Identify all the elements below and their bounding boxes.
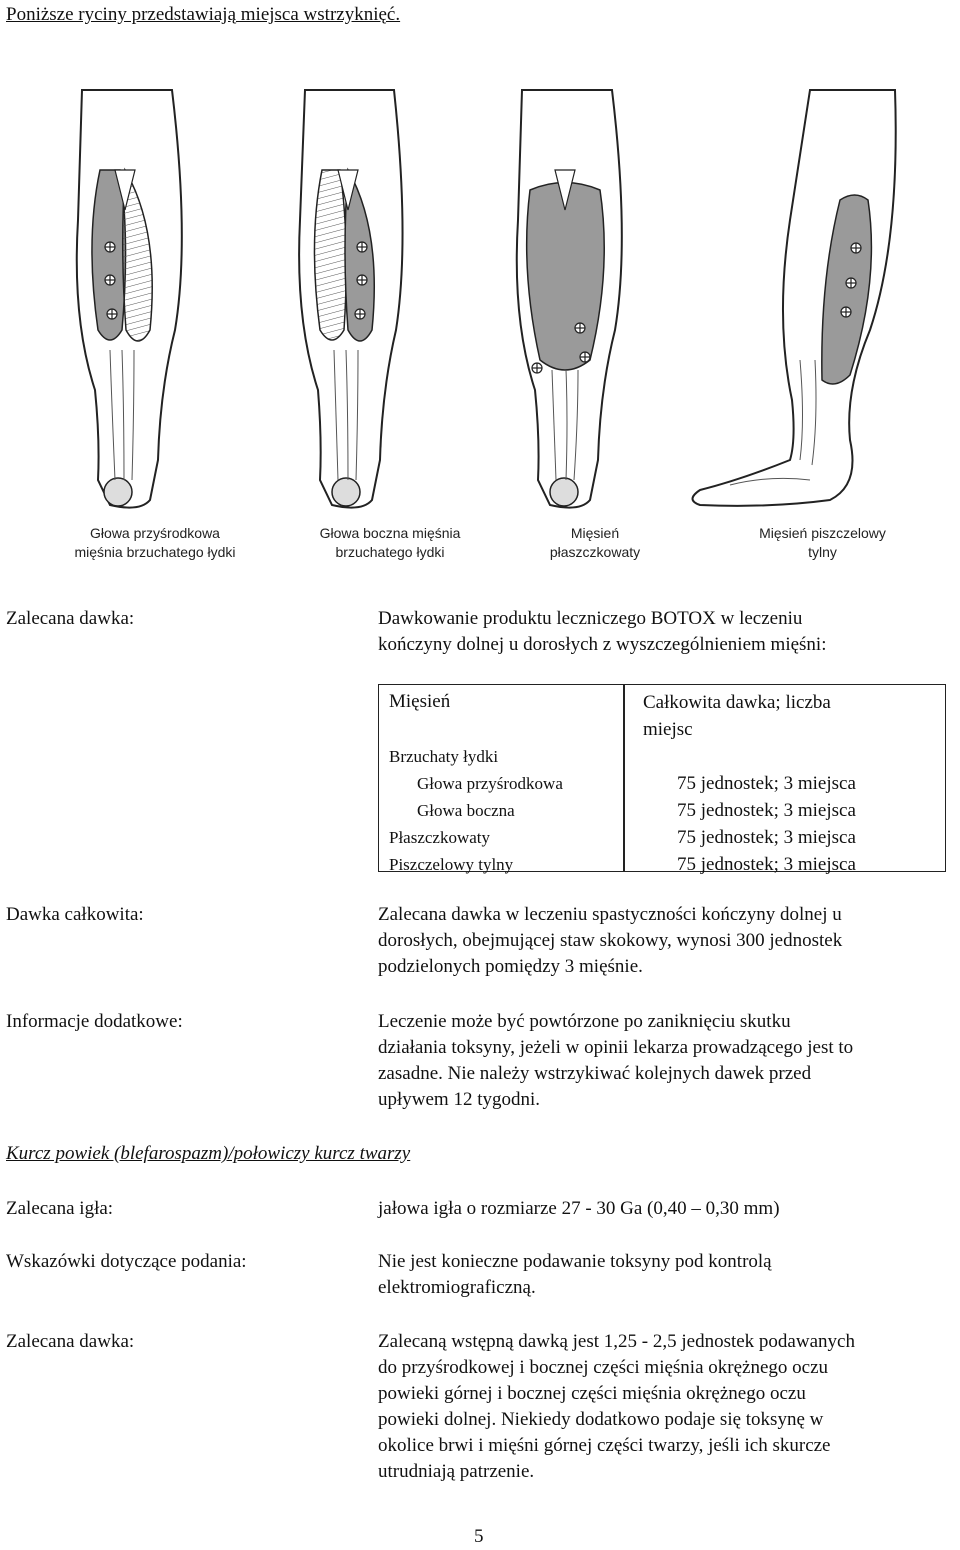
- total-dose-line2: dorosłych, obejmującej staw skokowy, wynosi 300 jednostek: [378, 930, 843, 951]
- table-header-dose-line2: miejsc: [643, 719, 693, 740]
- total-dose-line3: podzielonych pomiędzy 3 mięśnie.: [378, 956, 643, 977]
- administration-label: Wskazówki dotyczące podania:: [6, 1251, 247, 1272]
- blepharospasm-heading: Kurcz powiek (blefarospazm)/połowiczy kurcz twarzy: [6, 1143, 411, 1164]
- total-dose-label: Dawka całkowita:: [6, 904, 144, 925]
- leg-figure-1: [77, 90, 182, 508]
- figure-caption-3-line2: płaszczkowaty: [549, 544, 641, 560]
- dose2-line6: utrudniają patrzenie.: [378, 1461, 535, 1482]
- table-row-dose: 75 jednostek; 3 miejsca: [677, 854, 856, 875]
- table-muscle-column: [389, 743, 563, 878]
- figure-caption-3-line1: Mięsień: [570, 525, 620, 541]
- figure-caption-2-line2: brzuchatego łydki: [335, 544, 445, 560]
- additional-info-text: [378, 1009, 853, 1113]
- table-row-muscle: Brzuchaty łydki: [389, 747, 499, 766]
- additional-info-line2: działania toksyny, jeżeli w opinii lekarza prowadzącego jest to: [378, 1037, 854, 1058]
- administration-line2: elektromiograficzną.: [378, 1277, 536, 1298]
- needle-label: Zalecana igła:: [6, 1198, 114, 1219]
- needle-text: jałowa igła o rozmiarze 27 - 30 Ga (0,40 – 0,30 mm): [378, 1198, 780, 1219]
- dose-label: Zalecana dawka:: [6, 608, 135, 629]
- dose-description: [378, 606, 827, 658]
- figure-caption-2-line1: Głowa boczna mięśnia: [319, 525, 461, 541]
- leg-illustrations: [0, 60, 960, 530]
- table-row-muscle: Płaszczkowaty: [389, 828, 491, 847]
- dose2-line4: powieki dolnej. Niekiedy dodatkowo podaje się toksynę w: [378, 1409, 824, 1430]
- dose-description-line2: kończyny dolnej u dorosłych z wyszczególnieniem mięśni:: [378, 634, 827, 655]
- additional-info-line4: upływem 12 tygodni.: [378, 1089, 541, 1110]
- table-divider: [623, 685, 625, 871]
- table-row-dose: 75 jednostek; 3 miejsca: [677, 827, 856, 848]
- dose2-line5: okolice brwi i mięśni górnej części twarzy, jeśli ich skurcze: [378, 1435, 831, 1456]
- additional-info-line3: zasadne. Nie należy wstrzykiwać kolejnych dawek przed: [378, 1063, 812, 1084]
- table-row-muscle: Piszczelowy tylny: [389, 855, 514, 874]
- total-dose-line1: Zalecana dawka w leczeniu spastyczności kończyny dolnej u: [378, 904, 842, 925]
- total-dose-text: [378, 902, 842, 980]
- dose2-line3: powieki górnej i bocznej części mięśnia okrężnego oczu: [378, 1383, 806, 1404]
- additional-info-line1: Leczenie może być powtórzone po zaniknięciu skutku: [378, 1011, 791, 1032]
- figure-caption-2: [290, 524, 490, 562]
- dose2-line2: do przyśrodkowej i bocznej części mięśnia okrężnego oczu: [378, 1357, 829, 1378]
- leg-figure-4: [693, 90, 896, 506]
- figure-caption-4: [730, 524, 915, 562]
- figure-caption-4-line2: tylny: [808, 544, 837, 560]
- table-header-muscle: Mięsień: [389, 691, 451, 712]
- leg-figure-3: [517, 90, 622, 508]
- administration-text: [378, 1249, 772, 1301]
- leg-figure-2: [299, 90, 402, 508]
- figure-caption-1: [50, 524, 260, 562]
- table-dose-column: [677, 770, 856, 878]
- figure-caption-1-line2: mięśnia brzuchatego łydki: [74, 544, 236, 560]
- table-header-dose-line1: Całkowita dawka; liczba: [643, 692, 831, 713]
- additional-info-label: Informacje dodatkowe:: [6, 1011, 183, 1032]
- table-row-dose: 75 jednostek; 3 miejsca: [677, 773, 856, 794]
- table-row-muscle: Głowa boczna: [417, 801, 515, 820]
- table-row-dose: 75 jednostek; 3 miejsca: [677, 800, 856, 821]
- table-header-dose: [643, 689, 831, 743]
- page-number: 5: [474, 1526, 484, 1547]
- administration-line1: Nie jest konieczne podawanie toksyny pod kontrolą: [378, 1251, 772, 1272]
- dose2-label: Zalecana dawka:: [6, 1331, 135, 1352]
- dose2-text: [378, 1329, 855, 1485]
- dose2-line1: Zalecaną wstępną dawką jest 1,25 - 2,5 jednostek podawanych: [378, 1331, 855, 1352]
- dosing-table: [378, 684, 946, 875]
- figure-caption-1-line1: Głowa przyśrodkowa: [90, 525, 220, 541]
- dose-description-line1: Dawkowanie produktu leczniczego BOTOX w leczeniu: [378, 608, 803, 629]
- figure-caption-4-line1: Mięsień piszczelowy: [759, 525, 886, 541]
- intro-heading: Poniższe ryciny przedstawiają miejsca wstrzyknięć.: [6, 4, 401, 25]
- table-row-muscle: Głowa przyśrodkowa: [417, 774, 563, 793]
- figure-caption-3: [510, 524, 680, 562]
